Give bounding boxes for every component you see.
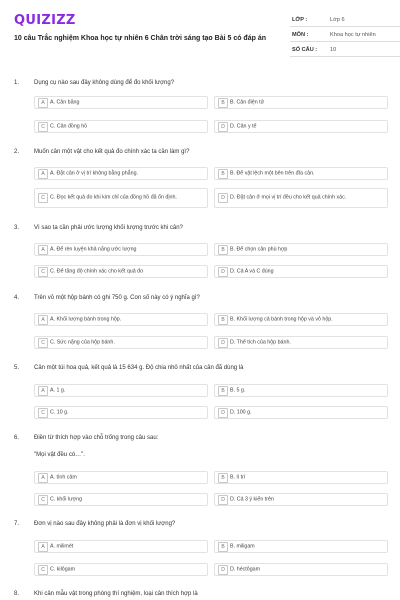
option-text: A. Để rèn luyện khả năng ước lượng [50,246,137,252]
option-letter: C [38,495,48,505]
option-text: D. Thể tích của hộp bánh. [230,339,291,345]
question-number: 8. [14,591,20,597]
option-text: A. 1 g. [50,387,66,393]
question-number: 5. [14,365,20,371]
option-letter: A [38,315,48,325]
option-letter: C [38,338,48,348]
option-letter: A [38,98,48,108]
option-d[interactable] [214,563,388,576]
option-letter: A [38,542,48,552]
option-text: B. lí trí [230,474,246,480]
option-c[interactable] [34,406,208,419]
option-text: A. Cân băng [50,99,80,105]
option-b[interactable] [214,540,388,553]
option-letter: C [38,408,48,418]
option-text: C. Để tăng độ chính xác cho kết quả đo [50,268,144,274]
option-letter: D [218,122,228,132]
option-c[interactable] [34,120,208,133]
option-letter: D [218,565,228,575]
option-c[interactable] [34,336,208,349]
question-text: Dụng cụ nào sau đây không dùng để đo khối lượng? [34,80,175,86]
option-letter: B [218,315,228,325]
meta-label: SỐ CÂU : [292,47,318,53]
option-d[interactable] [214,336,388,349]
option-text: D. 100 g. [230,409,252,415]
option-text: B. Cân điện tử [230,99,265,105]
option-letter: A [38,169,48,179]
question-number: 6. [14,435,20,441]
option-b[interactable] [214,471,388,484]
question-text: Vì sao ta cần phải ước lượng khối lượng trước khi cân? [34,225,183,231]
worksheet-title: 10 câu Trắc nghiệm Khoa học tự nhiên 6 Chân trời sáng tạo Bài 5 có đáp án [14,35,266,42]
option-letter: B [218,245,228,255]
meta-row-subject [290,27,400,42]
option-letter: B [218,169,228,179]
meta-row-count [290,42,400,57]
option-letter: A [38,473,48,483]
option-letter: B [218,542,228,552]
option-a[interactable] [34,313,208,326]
meta-table [290,12,400,57]
option-c[interactable] [34,493,208,506]
question-text: Điền từ thích hợp vào chỗ trống trong câu sau: [34,435,159,441]
option-letter: D [218,267,228,277]
question-text: Khi cân mẫu vật trong phòng thí nghiệm, loại cân thích hợp là [34,591,198,597]
question-number: 4. [14,295,20,301]
option-c[interactable] [34,188,208,208]
option-d[interactable] [214,493,388,506]
option-text: A. Đặt cân ở vị trí không bằng phẳng. [50,170,138,176]
question-number: 2. [14,149,20,155]
option-letter: B [218,473,228,483]
question-quote: "Mọi vật đều có…". [34,452,85,458]
quizizz-logo: QUIZIZZ [14,13,76,28]
option-b[interactable] [214,243,388,256]
option-d[interactable] [214,188,388,208]
option-c[interactable] [34,563,208,576]
meta-value: Lớp 6 [330,17,345,23]
option-a[interactable] [34,96,208,109]
option-text: D. Đặt cân ở mọi vị trí đều cho kết quả chính xác. [230,194,347,201]
option-text: C. 10 g. [50,409,69,415]
option-text: D. Cả A và C đúng [230,268,274,274]
option-letter: B [218,98,228,108]
option-letter: B [218,386,228,396]
option-text: C. khối lượng [50,496,83,502]
header [8,6,392,66]
option-text: B. miligam [230,543,255,549]
meta-label: LỚP : [292,17,308,23]
option-letter: D [218,408,228,418]
option-a[interactable] [34,243,208,256]
meta-label: MÔN : [292,32,309,38]
option-text: D. héctôgam [230,566,261,572]
option-letter: C [38,267,48,277]
option-d[interactable] [214,265,388,278]
question-number: 1. [14,80,20,86]
question-number: 7. [14,521,20,527]
question-text: Trên vỏ một hộp bánh có ghi 750 g. Con số này có ý nghĩa gì? [34,295,200,301]
option-letter: A [38,245,48,255]
option-text: B. 5 g. [230,387,246,393]
question-text: Đơn vị nào sau đây không phải là đơn vị khối lượng? [34,521,176,527]
option-text: D. Cả 3 ý kiến trên [230,496,274,502]
option-text: B. Để chọn cân phù hợp [230,246,288,252]
meta-row-class [290,12,400,27]
option-a[interactable] [34,167,208,180]
option-text: C. Đọc kết quả đo khi kim chỉ của đồng hồ đã ổn định. [50,194,177,201]
option-d[interactable] [214,120,388,133]
option-letter: C [38,193,48,203]
option-a[interactable] [34,540,208,553]
option-letter: C [38,565,48,575]
option-b[interactable] [214,96,388,109]
option-text: A. Khối lượng bánh trong hộp. [50,316,122,322]
option-d[interactable] [214,406,388,419]
option-text: B. Để vật lệch một bên trên đĩa cân. [230,170,315,176]
meta-value: Khoa học tự nhiên [330,32,376,38]
option-letter: C [38,122,48,132]
option-letter: D [218,193,228,203]
option-letter: D [218,338,228,348]
option-text: A. milimét [50,543,74,549]
meta-value: 10 [330,47,337,53]
option-text: C. Sức nặng của hộp bánh. [50,339,115,345]
option-text: B. Khối lượng cả bánh trong hộp và vỏ hộp. [230,316,333,322]
option-a[interactable] [34,384,208,397]
option-b[interactable] [214,313,388,326]
question-number: 3. [14,225,20,231]
option-text: A. tình cảm [50,474,77,480]
option-b[interactable] [214,384,388,397]
option-a[interactable] [34,471,208,484]
option-text: D. Cân y tế [230,123,257,129]
question-text: Muốn cân một vật cho kết quả đo chính xác ta cần làm gì? [34,149,190,155]
option-b[interactable] [214,167,388,180]
option-text: C. Cân đồng hồ [50,123,88,129]
question-text: Cân một túi hoa quả, kết quả là 15 634 g. Độ chia nhỏ nhất của cân đã dùng là [34,365,244,371]
option-letter: D [218,495,228,505]
option-c[interactable] [34,265,208,278]
option-text: C. kilôgam [50,566,76,572]
option-letter: A [38,386,48,396]
